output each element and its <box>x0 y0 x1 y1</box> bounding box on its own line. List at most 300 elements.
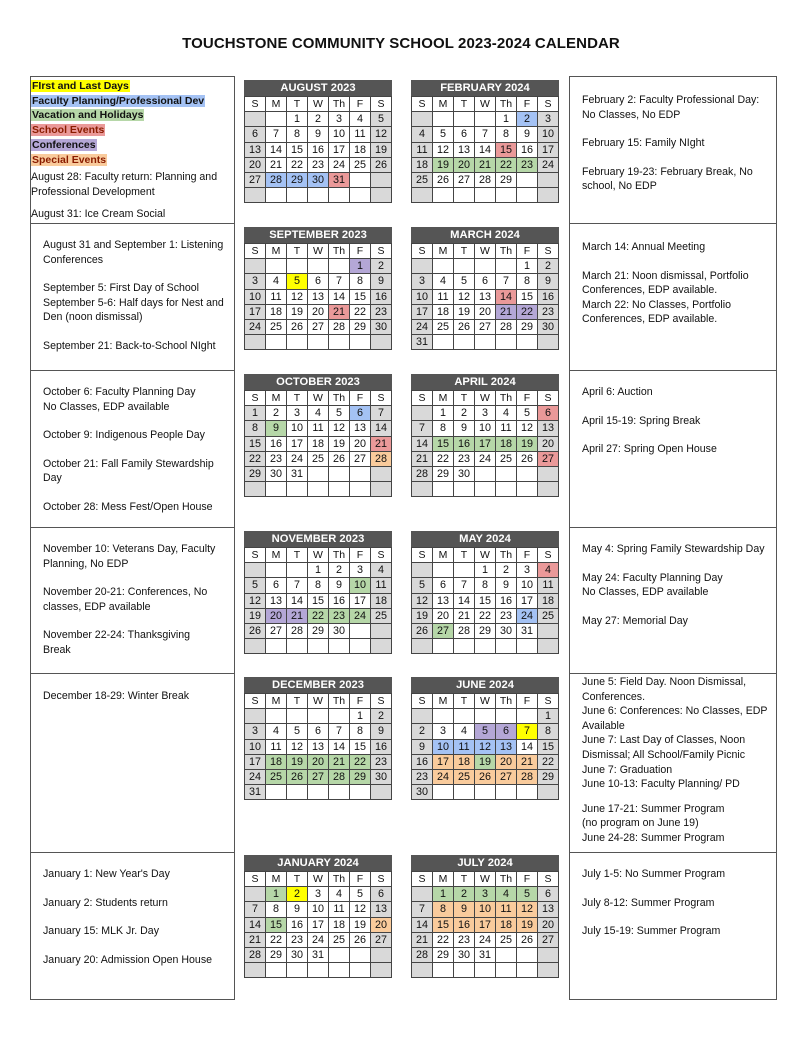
day-cell: 20 <box>350 436 371 451</box>
day-cell <box>308 785 329 800</box>
month-calendar <box>411 677 559 800</box>
day-cell: 31 <box>308 947 329 962</box>
day-cell <box>496 335 517 350</box>
month-title: OCTOBER 2023 <box>244 374 392 390</box>
day-cell: 18 <box>266 304 287 319</box>
day-cell: 1 <box>245 406 266 421</box>
day-cell: 19 <box>517 917 538 932</box>
day-cell: 7 <box>329 274 350 289</box>
day-cell: 25 <box>266 769 287 784</box>
legend <box>31 79 205 167</box>
right-notes-4 <box>582 542 772 628</box>
day-cell <box>266 963 287 978</box>
day-cell: 17 <box>475 917 496 932</box>
day-cell <box>287 785 308 800</box>
day-cell: 11 <box>496 421 517 436</box>
day-cell: 1 <box>266 887 287 902</box>
note-line: January 2: Students return <box>43 896 168 909</box>
day-cell: 11 <box>350 127 371 142</box>
day-cell <box>475 466 496 481</box>
day-cell: 11 <box>266 289 287 304</box>
weekday-header: W <box>475 391 496 406</box>
day-cell <box>350 335 371 350</box>
day-cell <box>245 188 266 203</box>
weekday-header: M <box>266 694 287 709</box>
weekday-header: S <box>412 694 433 709</box>
day-cell: 4 <box>412 127 433 142</box>
day-cell: 1 <box>350 709 371 724</box>
day-cell: 20 <box>475 304 496 319</box>
day-cell: 2 <box>287 887 308 902</box>
weekday-header: F <box>350 244 371 259</box>
day-cell: 18 <box>329 917 350 932</box>
month-grid <box>411 243 559 350</box>
day-cell: 10 <box>350 578 371 593</box>
day-cell: 23 <box>287 932 308 947</box>
day-cell: 6 <box>496 724 517 739</box>
day-cell <box>371 963 392 978</box>
day-cell: 14 <box>475 142 496 157</box>
day-cell: 16 <box>371 289 392 304</box>
weekday-header: T <box>287 872 308 887</box>
day-cell: 3 <box>517 563 538 578</box>
legend-item <box>31 94 205 109</box>
month-title: MARCH 2024 <box>411 227 559 243</box>
day-cell: 25 <box>496 932 517 947</box>
day-cell: 4 <box>371 563 392 578</box>
note-line: August 31 and September 1: Listening Conferences <box>43 239 224 266</box>
weekday-header: S <box>538 872 559 887</box>
day-cell: 30 <box>496 623 517 638</box>
weekday-header: W <box>475 548 496 563</box>
day-cell: 23 <box>538 304 559 319</box>
day-cell <box>371 623 392 638</box>
legend-item <box>31 123 205 138</box>
day-cell: 2 <box>266 406 287 421</box>
day-cell: 28 <box>496 319 517 334</box>
day-cell <box>538 963 559 978</box>
day-cell: 16 <box>538 289 559 304</box>
weekday-header: Th <box>496 872 517 887</box>
note-line: October 9: Indigenous People Day <box>43 429 205 442</box>
day-cell: 15 <box>350 289 371 304</box>
day-cell: 28 <box>266 172 287 187</box>
month-grid <box>244 693 392 800</box>
month-grid <box>411 547 559 654</box>
day-cell: 24 <box>475 451 496 466</box>
month-title: AUGUST 2023 <box>244 80 392 96</box>
weekday-header: F <box>350 97 371 112</box>
day-cell: 19 <box>329 436 350 451</box>
day-cell: 9 <box>371 274 392 289</box>
note-line: June 7: Last Day of Classes, Noon Dismissal; All School/Family Picnic <box>582 734 746 761</box>
day-cell: 11 <box>496 902 517 917</box>
weekday-header: S <box>538 97 559 112</box>
month-title: MAY 2024 <box>411 531 559 547</box>
legend-item <box>31 108 205 123</box>
day-cell: 28 <box>517 769 538 784</box>
day-cell: 9 <box>371 724 392 739</box>
weekday-header: Th <box>329 244 350 259</box>
month-title: SEPTEMBER 2023 <box>244 227 392 243</box>
left-notes-5 <box>43 689 231 704</box>
day-cell <box>517 709 538 724</box>
day-cell <box>287 563 308 578</box>
day-cell: 16 <box>454 436 475 451</box>
day-cell: 28 <box>329 319 350 334</box>
day-cell: 20 <box>308 304 329 319</box>
month-title: NOVEMBER 2023 <box>244 531 392 547</box>
day-cell: 4 <box>329 887 350 902</box>
day-cell: 24 <box>433 769 454 784</box>
weekday-header: T <box>287 694 308 709</box>
weekday-header: Th <box>496 244 517 259</box>
day-cell: 1 <box>433 406 454 421</box>
day-cell <box>433 112 454 127</box>
day-cell: 11 <box>433 289 454 304</box>
day-cell <box>454 335 475 350</box>
day-cell: 1 <box>308 563 329 578</box>
day-cell <box>538 947 559 962</box>
day-cell: 4 <box>266 274 287 289</box>
day-cell <box>475 639 496 654</box>
day-cell: 3 <box>287 406 308 421</box>
month-calendar <box>411 855 559 978</box>
day-cell: 8 <box>308 578 329 593</box>
day-cell: 17 <box>475 436 496 451</box>
day-cell <box>412 563 433 578</box>
day-cell: 7 <box>329 724 350 739</box>
day-cell <box>454 482 475 497</box>
month-grid <box>411 693 559 800</box>
weekday-header: Th <box>329 872 350 887</box>
day-cell: 25 <box>412 172 433 187</box>
day-cell: 2 <box>517 112 538 127</box>
day-cell <box>287 335 308 350</box>
day-cell: 9 <box>538 274 559 289</box>
day-cell: 15 <box>475 593 496 608</box>
note-line: January 15: MLK Jr. Day <box>43 925 159 938</box>
month-calendar <box>244 531 392 654</box>
day-cell: 1 <box>538 709 559 724</box>
day-cell: 3 <box>329 112 350 127</box>
day-cell: 24 <box>412 319 433 334</box>
day-cell: 30 <box>412 785 433 800</box>
day-cell: 21 <box>287 608 308 623</box>
weekday-header: S <box>245 244 266 259</box>
day-cell: 9 <box>266 421 287 436</box>
day-cell <box>371 482 392 497</box>
day-cell <box>475 188 496 203</box>
day-cell: 25 <box>266 319 287 334</box>
day-cell: 27 <box>433 623 454 638</box>
weekday-header: S <box>245 548 266 563</box>
day-cell <box>496 785 517 800</box>
weekday-header: S <box>371 694 392 709</box>
day-cell: 6 <box>371 887 392 902</box>
day-cell <box>308 335 329 350</box>
weekday-header: M <box>433 391 454 406</box>
day-cell <box>350 188 371 203</box>
note-line: No Classes, EDP available <box>582 586 709 599</box>
day-cell: 21 <box>329 304 350 319</box>
day-cell: 20 <box>454 157 475 172</box>
day-cell: 1 <box>350 259 371 274</box>
day-cell <box>496 466 517 481</box>
weekday-header: F <box>517 548 538 563</box>
weekday-header: W <box>308 872 329 887</box>
day-cell <box>350 466 371 481</box>
day-cell <box>538 466 559 481</box>
weekday-header: S <box>371 391 392 406</box>
day-cell: 9 <box>496 578 517 593</box>
day-cell: 22 <box>287 157 308 172</box>
day-cell: 20 <box>266 608 287 623</box>
day-cell: 22 <box>350 304 371 319</box>
day-cell: 4 <box>350 112 371 127</box>
day-cell: 13 <box>371 902 392 917</box>
weekday-header: Th <box>329 548 350 563</box>
day-cell: 7 <box>412 902 433 917</box>
day-cell <box>266 785 287 800</box>
weekday-header: M <box>266 872 287 887</box>
day-cell: 9 <box>454 421 475 436</box>
day-cell: 30 <box>371 319 392 334</box>
day-cell: 23 <box>371 754 392 769</box>
day-cell: 29 <box>433 466 454 481</box>
day-cell <box>475 335 496 350</box>
day-cell: 26 <box>412 623 433 638</box>
day-cell: 9 <box>287 902 308 917</box>
day-cell: 19 <box>517 436 538 451</box>
day-cell: 6 <box>266 578 287 593</box>
day-cell: 19 <box>245 608 266 623</box>
day-cell: 4 <box>433 274 454 289</box>
day-cell <box>371 188 392 203</box>
day-cell <box>287 963 308 978</box>
day-cell: 24 <box>245 769 266 784</box>
note-line: December 18-29: Winter Break <box>43 690 190 702</box>
day-cell: 20 <box>308 754 329 769</box>
day-cell <box>350 172 371 187</box>
day-cell: 16 <box>496 593 517 608</box>
day-cell <box>496 963 517 978</box>
weekday-header: S <box>245 391 266 406</box>
day-cell: 29 <box>350 769 371 784</box>
day-cell: 22 <box>538 754 559 769</box>
note-line: May 4: Spring Family Stewardship Day <box>582 543 765 555</box>
day-cell: 24 <box>308 932 329 947</box>
day-cell: 9 <box>308 127 329 142</box>
day-cell <box>496 259 517 274</box>
day-cell: 28 <box>371 451 392 466</box>
day-cell: 27 <box>538 451 559 466</box>
month-calendar <box>244 855 392 978</box>
day-cell: 31 <box>475 947 496 962</box>
day-cell: 6 <box>538 887 559 902</box>
day-cell <box>517 963 538 978</box>
day-cell: 21 <box>245 932 266 947</box>
day-cell <box>433 639 454 654</box>
day-cell: 26 <box>475 769 496 784</box>
day-cell: 21 <box>496 304 517 319</box>
day-cell: 6 <box>538 406 559 421</box>
day-cell <box>329 482 350 497</box>
day-cell <box>266 482 287 497</box>
weekday-header: T <box>287 548 308 563</box>
weekday-header: F <box>350 872 371 887</box>
note-line: March 22: No Classes, Portfolio Conferences, EDP available. <box>582 298 731 326</box>
day-cell: 29 <box>475 623 496 638</box>
note-line: June 7: Graduation <box>582 763 673 776</box>
day-cell <box>475 259 496 274</box>
day-cell: 31 <box>287 466 308 481</box>
note-line: July 8-12: Summer Program <box>582 896 715 909</box>
day-cell: 24 <box>245 319 266 334</box>
day-cell: 16 <box>412 754 433 769</box>
day-cell: 17 <box>412 304 433 319</box>
weekday-header: S <box>371 548 392 563</box>
day-cell: 26 <box>287 769 308 784</box>
day-cell: 18 <box>454 754 475 769</box>
weekday-header: Th <box>329 694 350 709</box>
day-cell: 30 <box>454 466 475 481</box>
day-cell: 1 <box>517 259 538 274</box>
day-cell: 8 <box>538 724 559 739</box>
month-calendar <box>244 677 392 800</box>
day-cell: 12 <box>454 289 475 304</box>
note-line: March 21: Noon dismissal, Portfolio Conferences, EDP available. <box>582 269 749 297</box>
day-cell: 17 <box>308 917 329 932</box>
day-cell <box>245 335 266 350</box>
weekday-header: T <box>454 391 475 406</box>
note-line: April 27: Spring Open House <box>582 443 717 456</box>
day-cell <box>454 639 475 654</box>
day-cell: 3 <box>538 112 559 127</box>
note-line: April 15-19: Spring Break <box>582 414 701 427</box>
day-cell: 15 <box>350 739 371 754</box>
day-cell <box>538 785 559 800</box>
day-cell: 12 <box>517 421 538 436</box>
day-cell <box>433 188 454 203</box>
day-cell <box>454 112 475 127</box>
day-cell <box>433 709 454 724</box>
day-cell: 28 <box>475 172 496 187</box>
day-cell: 6 <box>433 578 454 593</box>
day-cell <box>371 172 392 187</box>
day-cell: 23 <box>266 451 287 466</box>
day-cell: 24 <box>287 451 308 466</box>
day-cell: 19 <box>454 304 475 319</box>
weekday-header: W <box>475 244 496 259</box>
day-cell: 9 <box>454 902 475 917</box>
day-cell: 2 <box>308 112 329 127</box>
day-cell: 10 <box>475 902 496 917</box>
day-cell: 14 <box>371 421 392 436</box>
day-cell: 15 <box>538 739 559 754</box>
day-cell <box>308 188 329 203</box>
day-cell: 12 <box>412 593 433 608</box>
day-cell: 17 <box>433 754 454 769</box>
weekday-header: W <box>308 694 329 709</box>
day-cell: 6 <box>308 274 329 289</box>
weekday-header: Th <box>329 97 350 112</box>
weekday-header: T <box>454 244 475 259</box>
day-cell: 18 <box>433 304 454 319</box>
day-cell <box>245 563 266 578</box>
day-cell: 2 <box>371 259 392 274</box>
day-cell: 29 <box>538 769 559 784</box>
day-cell <box>329 947 350 962</box>
day-cell: 5 <box>287 274 308 289</box>
day-cell <box>412 406 433 421</box>
day-cell: 9 <box>412 739 433 754</box>
day-cell: 18 <box>412 157 433 172</box>
weekday-header: S <box>412 548 433 563</box>
weekday-header: S <box>538 244 559 259</box>
day-cell: 21 <box>454 608 475 623</box>
day-cell <box>308 482 329 497</box>
day-cell: 12 <box>371 127 392 142</box>
day-cell <box>412 639 433 654</box>
day-cell: 3 <box>433 724 454 739</box>
day-cell: 28 <box>245 947 266 962</box>
day-cell: 27 <box>371 932 392 947</box>
day-cell: 2 <box>412 724 433 739</box>
day-cell <box>517 947 538 962</box>
note-line: April 6: Auction <box>582 386 653 398</box>
note-line: November 22-24: Thanksgiving Break <box>43 629 191 656</box>
day-cell: 12 <box>329 421 350 436</box>
day-cell: 10 <box>287 421 308 436</box>
day-cell: 11 <box>371 578 392 593</box>
day-cell <box>412 259 433 274</box>
day-cell: 3 <box>245 274 266 289</box>
day-cell <box>287 259 308 274</box>
day-cell <box>475 709 496 724</box>
day-cell: 24 <box>538 157 559 172</box>
day-cell: 8 <box>475 578 496 593</box>
day-cell: 9 <box>517 127 538 142</box>
note-line: January 1: New Year's Day <box>43 868 170 880</box>
day-cell <box>329 963 350 978</box>
day-cell: 13 <box>475 289 496 304</box>
day-cell: 27 <box>538 932 559 947</box>
weekday-header: F <box>350 548 371 563</box>
note-line: May 24: Faculty Planning Day <box>582 571 723 584</box>
day-cell <box>454 709 475 724</box>
day-cell <box>245 259 266 274</box>
left-notes-4 <box>43 542 218 658</box>
day-cell: 12 <box>287 739 308 754</box>
day-cell <box>475 112 496 127</box>
legend-item <box>31 153 205 168</box>
day-cell <box>329 188 350 203</box>
day-cell <box>371 947 392 962</box>
note-line: (no program on June 19) <box>582 817 699 830</box>
day-cell: 17 <box>517 593 538 608</box>
note-line: September 21: Back-to-School NIght <box>43 339 216 352</box>
day-cell: 20 <box>433 608 454 623</box>
day-cell <box>329 466 350 481</box>
weekday-header: T <box>287 244 308 259</box>
day-cell: 30 <box>287 947 308 962</box>
day-cell <box>329 785 350 800</box>
day-cell: 10 <box>517 578 538 593</box>
day-cell: 13 <box>308 289 329 304</box>
weekday-header: T <box>287 97 308 112</box>
weekday-header: M <box>433 872 454 887</box>
